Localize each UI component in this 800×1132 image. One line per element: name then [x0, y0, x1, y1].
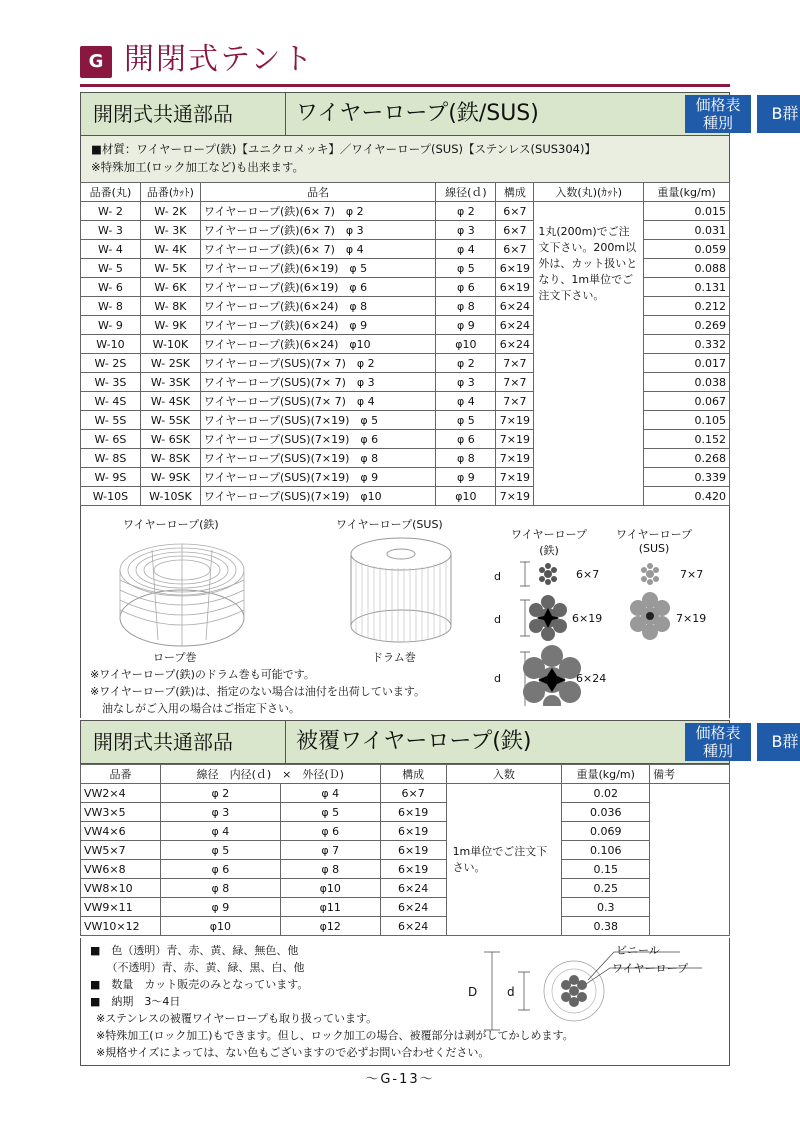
- table-cell: ワイヤーロープ(鉄)(6×19) φ 6: [200, 278, 436, 297]
- table-cell: φ10: [280, 879, 380, 898]
- price-line1: 価格表: [695, 96, 741, 114]
- vinyl-label: ビニール: [616, 944, 660, 957]
- table-cell: φ10: [436, 487, 496, 506]
- table-cell: φ 4: [280, 784, 380, 803]
- order-note-cell: 1丸(200m)でご注文下さい。200m以外は、カット扱いとなり、1m単位でご注文下さい。: [534, 202, 644, 506]
- table-cell: 6×19: [496, 278, 534, 297]
- weight-cell: 0.088: [644, 259, 730, 278]
- table-cell: φ 6: [280, 822, 380, 841]
- col-header: 品名: [200, 183, 436, 202]
- table-cell: VW3×5: [81, 803, 161, 822]
- table-cell: W- 8K: [140, 297, 200, 316]
- col-header: 線径 内径(ｄ) × 外径(Ｄ): [160, 765, 380, 784]
- coil-iron-label: ワイヤーロープ(鉄): [123, 518, 219, 531]
- table-cell: φ 8: [280, 860, 380, 879]
- section2-title: 被覆ワイヤーロープ(鉄): [296, 729, 532, 754]
- price-line2: 種別: [702, 742, 733, 760]
- col-header: 重量(kg/m): [562, 765, 650, 784]
- label-6x19: 6×19: [572, 612, 603, 625]
- weight-cell: 0.067: [644, 392, 730, 411]
- table-cell: W- 5K: [140, 259, 200, 278]
- table-cell: W- 4: [81, 240, 141, 259]
- col-header: 入数(丸)(ｶｯﾄ): [534, 183, 644, 202]
- cross-iron-title: [509, 526, 589, 558]
- section1-price-label: [685, 95, 751, 133]
- table-cell: φ 7: [280, 841, 380, 860]
- table-row: [81, 860, 730, 879]
- table-cell: W- 5S: [81, 411, 141, 430]
- table-cell: φ 5: [436, 259, 496, 278]
- table-cell: φ11: [280, 898, 380, 917]
- color-note-1: ■ 色（透明）青、赤、黄、緑、無色、他: [90, 944, 299, 957]
- table-cell: φ 5: [280, 803, 380, 822]
- table-cell: 7×19: [496, 430, 534, 449]
- section2-category: 開閉式共通部品: [81, 721, 286, 763]
- drum-coil-image: [336, 530, 466, 650]
- table-cell: φ 6: [436, 278, 496, 297]
- section1-title: ワイヤーロープ(鉄/SUS): [296, 101, 539, 126]
- cross-sus-line2: (SUS): [638, 542, 670, 555]
- col-header: 品番(丸): [81, 183, 141, 202]
- table-cell: 7×19: [496, 487, 534, 506]
- remarks-cell: [650, 784, 730, 936]
- coil-iron-caption: ロープ巻: [153, 651, 197, 664]
- table-cell: ワイヤーロープ(鉄)(6×19) φ 5: [200, 259, 436, 278]
- table-cell: 6×19: [380, 860, 446, 879]
- weight-cell: 0.152: [644, 430, 730, 449]
- table-cell: φ 2: [160, 784, 280, 803]
- table-cell: W- 4K: [140, 240, 200, 259]
- d-label-2: d: [494, 613, 501, 626]
- weight-cell: 0.106: [562, 841, 650, 860]
- section-badge: G: [80, 46, 112, 78]
- table-cell: 6×24: [496, 297, 534, 316]
- diagram-note-3: 油なしがご入用の場合はご指定下さい。: [102, 702, 300, 715]
- diagram-notes: [90, 666, 425, 717]
- material-line1: ■材質：ワイヤーロープ(鉄)【ユニクロメッキ】／ワイヤーロープ(SUS)【ステンレス(SUS304)】: [91, 142, 596, 156]
- table-cell: VW6×8: [81, 860, 161, 879]
- rope-coil-image: [112, 530, 252, 650]
- table-cell: W- 6SK: [140, 430, 200, 449]
- title-rule: [80, 84, 730, 87]
- col-header: 品番(ｶｯﾄ): [140, 183, 200, 202]
- table-cell: W- 3: [81, 221, 141, 240]
- table-cell: W- 3S: [81, 373, 141, 392]
- label-7x7: 7×7: [680, 568, 704, 581]
- table-cell: ワイヤーロープ(SUS)(7×19) φ 8: [200, 449, 436, 468]
- weight-cell: 0.017: [644, 354, 730, 373]
- table-header-row: [81, 765, 730, 784]
- table-cell: W- 2S: [81, 354, 141, 373]
- section1-group-badge: B群: [757, 95, 800, 133]
- table-row: [81, 898, 730, 917]
- table-cell: ワイヤーロープ(SUS)(7× 7) φ 2: [200, 354, 436, 373]
- weight-cell: 0.131: [644, 278, 730, 297]
- table-cell: W- 2K: [140, 202, 200, 221]
- table-cell: ワイヤーロープ(SUS)(7× 7) φ 3: [200, 373, 436, 392]
- material-line2: ※特殊加工(ロック加工など)も出来ます。: [91, 160, 304, 174]
- table-cell: φ12: [280, 917, 380, 936]
- col-header: 備考: [650, 765, 730, 784]
- table-cell: φ 2: [436, 354, 496, 373]
- table-cell: 7×19: [496, 468, 534, 487]
- section1-category: 開閉式共通部品: [81, 93, 286, 135]
- table-cell: W- 6: [81, 278, 141, 297]
- table-cell: W- 8SK: [140, 449, 200, 468]
- col-header: 重量(kg/m): [644, 183, 730, 202]
- table-row: [81, 879, 730, 898]
- table-cell: VW9×11: [81, 898, 161, 917]
- table-cell: φ 8: [436, 449, 496, 468]
- table-cell: ワイヤーロープ(SUS)(7×19) φ 9: [200, 468, 436, 487]
- table-cell: W- 4SK: [140, 392, 200, 411]
- cross-sus-line1: ワイヤーロープ: [615, 528, 693, 541]
- table-row: [81, 822, 730, 841]
- table-cell: 6×19: [380, 822, 446, 841]
- table-row: [81, 784, 730, 803]
- section2-group-badge: B群: [757, 723, 800, 761]
- table-cell: W- 8: [81, 297, 141, 316]
- weight-cell: 0.15: [562, 860, 650, 879]
- d-label-3: d: [494, 672, 501, 685]
- table-cell: ワイヤーロープ(鉄)(6× 7) φ 4: [200, 240, 436, 259]
- table-cell: ワイヤーロープ(鉄)(6× 7) φ 2: [200, 202, 436, 221]
- table-cell: φ 6: [160, 860, 280, 879]
- table-cell: φ 4: [436, 240, 496, 259]
- table-cell: 7×19: [496, 411, 534, 430]
- table-cell: VW2×4: [81, 784, 161, 803]
- table-row: [81, 917, 730, 936]
- note-2: ※特殊加工(ロック加工)もできます。但し、ロック加工の場合、被覆部分は剥がしてかしめます。: [96, 1029, 574, 1042]
- weight-cell: 0.02: [562, 784, 650, 803]
- coil-sus-caption: ドラム巻: [372, 651, 416, 664]
- weight-cell: 0.036: [562, 803, 650, 822]
- outer-diameter-label: D: [468, 985, 478, 999]
- weight-cell: 0.069: [562, 822, 650, 841]
- weight-cell: 0.105: [644, 411, 730, 430]
- table-cell: W- 9: [81, 316, 141, 335]
- weight-cell: 0.212: [644, 297, 730, 316]
- table-cell: W- 4S: [81, 392, 141, 411]
- table-cell: φ 6: [436, 430, 496, 449]
- page-number: ～G-13～: [365, 1072, 435, 1087]
- table-cell: W- 3K: [140, 221, 200, 240]
- table-cell: W- 9K: [140, 316, 200, 335]
- diagram-note-2: ※ワイヤーロープ(鉄)は、指定のない場合は油付を出荷しています。: [90, 685, 426, 698]
- price-line2: 種別: [702, 114, 733, 132]
- color-note-2: （不透明）青、赤、黄、緑、黒、白、他: [90, 961, 305, 974]
- table-cell: φ 9: [436, 468, 496, 487]
- table-cell: W- 9SK: [140, 468, 200, 487]
- table-cell: 6×7: [380, 784, 446, 803]
- weight-cell: 0.031: [644, 221, 730, 240]
- table-cell: 6×24: [496, 316, 534, 335]
- table-cell: ワイヤーロープ(SUS)(7×19) φ10: [200, 487, 436, 506]
- table-cell: φ 8: [160, 879, 280, 898]
- table-row: [81, 803, 730, 822]
- table-cell: W- 6K: [140, 278, 200, 297]
- weight-cell: 0.38: [562, 917, 650, 936]
- table-cell: ワイヤーロープ(鉄)(6× 7) φ 3: [200, 221, 436, 240]
- price-line1: 価格表: [695, 724, 741, 742]
- col-header: 構成: [496, 183, 534, 202]
- weight-cell: 0.268: [644, 449, 730, 468]
- table-cell: φ 9: [436, 316, 496, 335]
- table-cell: W-10S: [81, 487, 141, 506]
- table-cell: 6×19: [380, 841, 446, 860]
- table-cell: W- 2: [81, 202, 141, 221]
- weight-cell: 0.3: [562, 898, 650, 917]
- weight-cell: 0.059: [644, 240, 730, 259]
- table-cell: φ 9: [160, 898, 280, 917]
- label-6x24: 6×24: [576, 672, 607, 685]
- table-cell: 6×19: [496, 259, 534, 278]
- table-cell: W-10: [81, 335, 141, 354]
- table-header-row: [81, 183, 730, 202]
- table-cell: ワイヤーロープ(SUS)(7×19) φ 6: [200, 430, 436, 449]
- table-row: [81, 841, 730, 860]
- table-cell: 7×19: [496, 449, 534, 468]
- table-cell: W- 6S: [81, 430, 141, 449]
- weight-cell: 0.038: [644, 373, 730, 392]
- weight-cell: 0.420: [644, 487, 730, 506]
- table-cell: VW5×7: [81, 841, 161, 860]
- table-cell: 7×7: [496, 392, 534, 411]
- cross-sus-title: [614, 526, 694, 555]
- table-cell: W-10SK: [140, 487, 200, 506]
- section2-price-label: [685, 723, 751, 761]
- table-cell: VW10×12: [81, 917, 161, 936]
- table-cell: 6×24: [496, 335, 534, 354]
- table-cell: ワイヤーロープ(SUS)(7× 7) φ 4: [200, 392, 436, 411]
- material-note: [80, 136, 730, 182]
- table-cell: φ 2: [436, 202, 496, 221]
- weight-cell: 0.339: [644, 468, 730, 487]
- table-cell: ワイヤーロープ(鉄)(6×24) φ10: [200, 335, 436, 354]
- table-cell: 6×7: [496, 202, 534, 221]
- wire-rope-table: [80, 182, 730, 506]
- weight-cell: 0.269: [644, 316, 730, 335]
- cross-iron-line1: ワイヤーロープ: [510, 528, 588, 541]
- table-cell: VW4×6: [81, 822, 161, 841]
- label-7x19: 7×19: [676, 612, 707, 625]
- table-row: [81, 202, 730, 221]
- qty-note: ■ 数量 カット販売のみとなっています。: [90, 978, 309, 991]
- col-header: 線径(ｄ): [436, 183, 496, 202]
- table-cell: φ 4: [436, 392, 496, 411]
- table-cell: 6×7: [496, 240, 534, 259]
- table-cell: φ 3: [436, 221, 496, 240]
- page-title: 開閉式テント: [124, 42, 315, 77]
- coated-wire-table: [80, 764, 730, 936]
- col-header: 入数: [446, 765, 562, 784]
- table-cell: 6×24: [380, 917, 446, 936]
- table-cell: W- 8S: [81, 449, 141, 468]
- table-cell: φ10: [160, 917, 280, 936]
- weight-cell: 0.015: [644, 202, 730, 221]
- table-cell: 6×24: [380, 879, 446, 898]
- weight-cell: 0.25: [562, 879, 650, 898]
- table-cell: φ 8: [436, 297, 496, 316]
- table-cell: φ 5: [436, 411, 496, 430]
- table-cell: φ 3: [436, 373, 496, 392]
- table-cell: W-10K: [140, 335, 200, 354]
- section2-header: [80, 720, 799, 764]
- order-note-cell: 1m単位でご注文下さい。: [446, 784, 562, 936]
- weight-cell: 0.332: [644, 335, 730, 354]
- table-cell: 6×19: [380, 803, 446, 822]
- wire-label: ワイヤーロープ: [612, 962, 689, 975]
- table-cell: W- 5: [81, 259, 141, 278]
- diagram-note-1: ※ワイヤーロープ(鉄)のドラム巻も可能です。: [90, 668, 315, 681]
- table-cell: 7×7: [496, 354, 534, 373]
- label-6x7: 6×7: [576, 568, 600, 581]
- table-cell: 7×7: [496, 373, 534, 392]
- lead-time-note: ■ 納期 3～4日: [90, 995, 181, 1008]
- table-cell: ワイヤーロープ(SUS)(7×19) φ 5: [200, 411, 436, 430]
- table-cell: 6×7: [496, 221, 534, 240]
- table-cell: φ 5: [160, 841, 280, 860]
- section1-header: [80, 92, 799, 136]
- table-cell: ワイヤーロープ(鉄)(6×24) φ 9: [200, 316, 436, 335]
- table-cell: φ10: [436, 335, 496, 354]
- cross-iron-line2: (鉄): [539, 544, 559, 557]
- d-label-1: d: [494, 570, 501, 583]
- table-cell: ワイヤーロープ(鉄)(6×24) φ 8: [200, 297, 436, 316]
- note-1: ※ステンレスの被覆ワイヤーロープも取り扱っています。: [96, 1012, 378, 1025]
- table-cell: W- 9S: [81, 468, 141, 487]
- coil-sus-label: ワイヤーロープ(SUS): [336, 518, 443, 531]
- table-cell: φ 4: [160, 822, 280, 841]
- table-cell: W- 2SK: [140, 354, 200, 373]
- table-cell: 6×24: [380, 898, 446, 917]
- table-cell: W- 3SK: [140, 373, 200, 392]
- note-3: ※規格サイズによっては、ない色もございますので必ずお問い合わせください。: [96, 1046, 490, 1059]
- col-header: 品番: [81, 765, 161, 784]
- table-cell: W- 5SK: [140, 411, 200, 430]
- table-cell: φ 3: [160, 803, 280, 822]
- inner-diameter-label: d: [507, 985, 515, 999]
- col-header: 構成: [380, 765, 446, 784]
- table-cell: VW8×10: [81, 879, 161, 898]
